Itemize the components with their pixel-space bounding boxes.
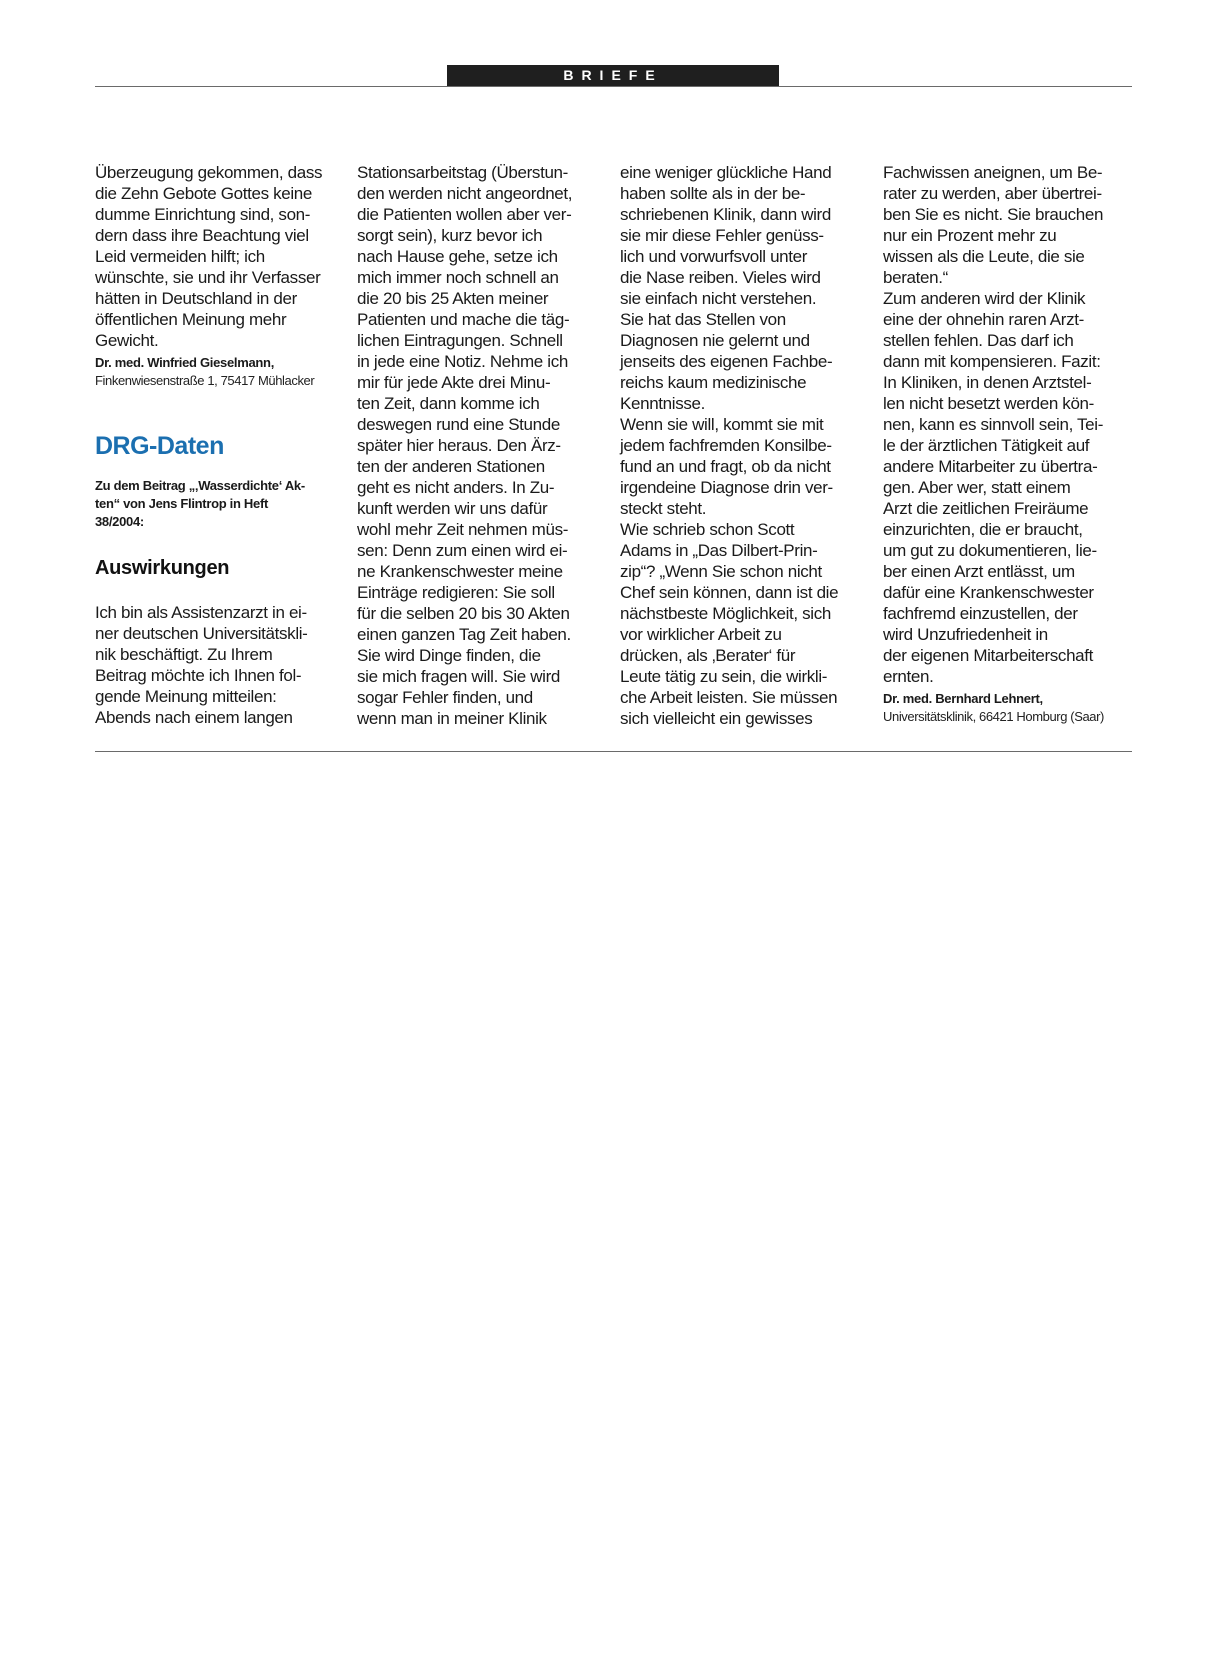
text-line: hätten in Deutschland in der [95,289,297,308]
text-line: Fachwissen aneignen, um Be- [883,163,1103,182]
text-line: eine der ohnehin raren Arzt- [883,310,1084,329]
text-line: drücken, als ‚Berater‘ für [620,646,796,665]
text-line: Gewicht. [95,331,159,350]
text-line: mir für jede Akte drei Minu- [357,373,551,392]
text-line: irgendeine Diagnose drin ver- [620,478,833,497]
column-4 [883,162,1133,726]
text-line: gen. Aber wer, statt einem [883,478,1071,497]
text-line: Stationsarbeitstag (Überstun- [357,163,568,182]
text-line: sogar Fehler finden, und [357,688,533,707]
text-line: mich immer noch schnell an [357,268,559,287]
text-line: Zu dem Beitrag „‚Wasserdichte‘ Ak- [95,478,305,493]
section-header-label: BRIEFE [563,67,663,83]
text-line: ten der anderen Stationen [357,457,545,476]
text-line: sen: Denn zum einen wird ei- [357,541,568,560]
text-line: eine weniger glückliche Hand [620,163,832,182]
text-line: den werden nicht angeordnet, [357,184,573,203]
text-line: 38/2004: [95,514,144,529]
text-line: dern dass ihre Beachtung viel [95,226,309,245]
text-line: wenn man in meiner Klinik [357,709,547,728]
text-line: zip“? „Wenn Sie schon nicht [620,562,822,581]
text-line: reichs kaum medizinische [620,373,807,392]
text-line: Ich bin als Assistenzarzt in ei- [95,603,307,622]
text-line: Adams in „Das Dilbert-Prin- [620,541,818,560]
text-line: der eigenen Mitarbeiterschaft [883,646,1094,665]
text-line: ber einen Arzt entlässt, um [883,562,1075,581]
text-line: nach Hause gehe, setze ich [357,247,558,266]
text-line: steckt steht. [620,499,707,518]
letter-body [620,162,870,729]
text-line: die Nase reiben. Vieles wird [620,268,821,287]
text-line: ten Zeit, dann komme ich [357,394,540,413]
letter-subhead: Auswirkungen [95,557,230,579]
column-3 [620,162,870,729]
text-line: die Patienten wollen aber ver- [357,205,572,224]
text-line: Beitrag möchte ich Ihnen fol- [95,666,302,685]
text-line: jenseits des eigenen Fachbe- [620,352,833,371]
text-line: Wie schrieb schon Scott [620,520,795,539]
text-line: gende Meinung mitteilen: [95,687,277,706]
letter-body [95,162,345,351]
text-line: einzurichten, die er braucht, [883,520,1083,539]
text-line: ne Krankenschwester meine [357,562,563,581]
signature-address: Finkenwiesenstraße 1, 75417 Mühlacker [95,373,315,388]
text-line: sie mir diese Fehler genüss- [620,226,824,245]
text-line: öffentlichen Meinung mehr [95,310,287,329]
text-line: die Zehn Gebote Gottes keine [95,184,313,203]
text-line: Wenn sie will, kommt sie mit [620,415,824,434]
text-line: deswegen rund eine Stunde [357,415,560,434]
text-line: sich vielleicht ein gewisses [620,709,813,728]
text-line: Überzeugung gekommen, dass [95,163,323,182]
text-line: fachfremd einzustellen, der [883,604,1078,623]
text-line: dafür eine Krankenschwester [883,583,1094,602]
signature-name: Dr. med. Bernhard Lehnert, [883,691,1043,706]
text-line: Leid vermeiden hilft; ich [95,247,265,266]
bottom-rule [95,751,1132,752]
text-line: Abends nach einem langen [95,708,293,727]
text-line: Sie hat das Stellen von [620,310,786,329]
text-line: wird Unzufriedenheit in [883,625,1048,644]
text-line: le der ärztlichen Tätigkeit auf [883,436,1090,455]
text-line: nächstbeste Möglichkeit, sich [620,604,831,623]
text-line: stellen fehlen. Das darf ich [883,331,1074,350]
text-line: ernten. [883,667,934,686]
text-line: dumme Einrichtung sind, son- [95,205,311,224]
text-line: später hier heraus. Den Ärz- [357,436,561,455]
text-line: nur ein Prozent mehr zu [883,226,1057,245]
text-line: nik beschäftigt. Zu Ihrem [95,645,273,664]
text-line: ner deutschen Universitätskli- [95,624,308,643]
text-line: ten“ von Jens Flintrop in Heft [95,496,269,511]
letter-body [95,602,345,728]
column-1 [95,162,345,728]
text-line: Arzt die zeitlichen Freiräume [883,499,1089,518]
text-line: Diagnosen nie gelernt und [620,331,810,350]
article-reference [95,477,345,531]
text-line: Zum anderen wird der Klinik [883,289,1086,308]
text-line: die 20 bis 25 Akten meiner [357,289,549,308]
text-line: sie einfach nicht verstehen. [620,289,817,308]
text-line: Kenntnisse. [620,394,705,413]
text-line: Chef sein können, dann ist die [620,583,839,602]
text-line: lichen Eintragungen. Schnell [357,331,563,350]
text-line: schriebenen Klinik, dann wird [620,205,831,224]
column-2 [357,162,607,729]
signature-address: Universitätsklinik, 66421 Homburg (Saar) [883,709,1104,724]
text-line: haben sollte als in der be- [620,184,806,203]
text-line: für die selben 20 bis 30 Akten [357,604,570,623]
letter-body [883,162,1133,687]
text-line: kunft werden wir uns dafür [357,499,548,518]
top-rule [95,86,1132,87]
text-line: fund an und fragt, ob da nicht [620,457,831,476]
text-line: jedem fachfremden Konsilbe- [620,436,832,455]
text-line: ben Sie es nicht. Sie brauchen [883,205,1104,224]
text-line: wissen als die Leute, die sie [883,247,1085,266]
text-line: einen ganzen Tag Zeit haben. [357,625,571,644]
text-line: beraten.“ [883,268,948,287]
text-line: um gut zu dokumentieren, lie- [883,541,1097,560]
text-line: Leute tätig zu sein, die wirkli- [620,667,828,686]
text-line: nen, kann es sinnvoll sein, Tei- [883,415,1104,434]
text-line: wünschte, sie und ihr Verfasser [95,268,321,287]
section-header-bar [447,65,779,86]
letter-body [357,162,607,729]
text-line: In Kliniken, in denen Arztstel- [883,373,1092,392]
text-line: Sie wird Dinge finden, die [357,646,541,665]
text-line: vor wirklicher Arbeit zu [620,625,782,644]
text-line: geht es nicht anders. In Zu- [357,478,555,497]
text-line: in jede eine Notiz. Nehme ich [357,352,568,371]
signature-name: Dr. med. Winfried Gieselmann, [95,355,275,370]
text-line: che Arbeit leisten. Sie müssen [620,688,838,707]
text-line: len nicht besetzt werden kön- [883,394,1094,413]
text-line: sorgt sein), kurz bevor ich [357,226,543,245]
text-line: lich und vorwurfsvoll unter [620,247,808,266]
text-line: Einträge redigieren: Sie soll [357,583,555,602]
text-line: wohl mehr Zeit nehmen müs- [357,520,569,539]
text-line: rater zu werden, aber übertrei- [883,184,1102,203]
text-line: andere Mitarbeiter zu übertra- [883,457,1098,476]
text-line: dann mit kompensieren. Fazit: [883,352,1101,371]
section-title: DRG-Daten [95,432,224,460]
text-line: sie mich fragen will. Sie wird [357,667,561,686]
text-line: Patienten und mache die täg- [357,310,570,329]
